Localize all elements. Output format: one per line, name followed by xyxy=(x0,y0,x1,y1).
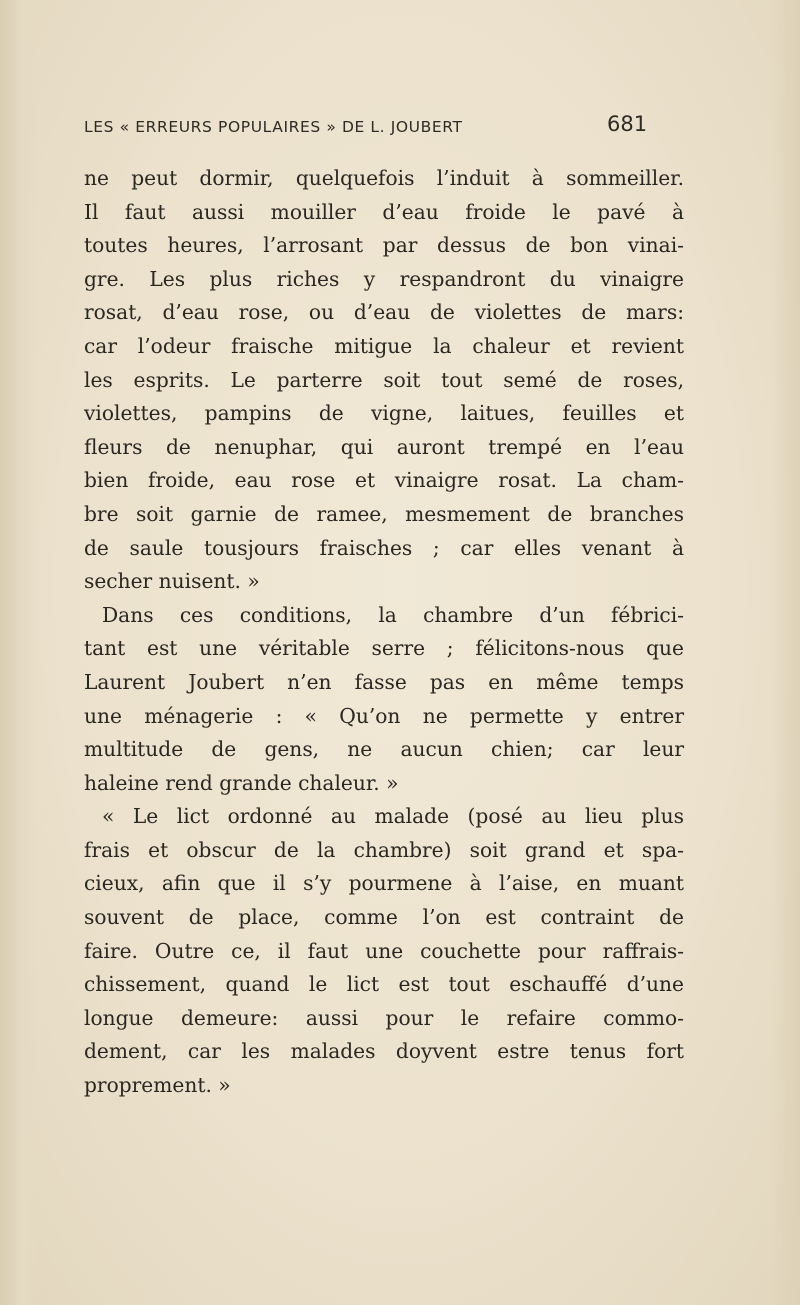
text-line: longue demeure: aussi pour le refaire commo- xyxy=(84,1005,684,1030)
body-text xyxy=(84,162,684,1103)
running-title: LES « ERREURS POPULAIRES » DE L. JOUBERT xyxy=(84,118,463,136)
text-line: bien froide, eau rose et vinaigre rosat. La cham- xyxy=(84,468,684,493)
page-header xyxy=(84,112,684,142)
text-line: secher nuisent. » xyxy=(84,569,260,594)
text-line: faire. Outre ce, il faut une couchette pour raffrais- xyxy=(84,938,684,963)
text-line: Dans ces conditions, la chambre d’un fébrici- xyxy=(102,602,684,627)
text-line: fleurs de nenuphar, qui auront trempé en l’eau xyxy=(84,434,684,459)
text-line: chissement, quand le lict est tout eschauffé d’une xyxy=(84,972,684,997)
text-line: Laurent Joubert n’en fasse pas en même temps xyxy=(84,669,684,694)
text-line: souvent de place, comme l’on est contraint de xyxy=(84,905,684,930)
text-line: proprement. » xyxy=(84,1073,231,1098)
text-line: toutes heures, l’arrosant par dessus de bon vinai- xyxy=(84,233,684,258)
text-line: cieux, afin que il s’y pourmene à l’aise, en muant xyxy=(84,871,684,896)
page-edge-shadow-left xyxy=(0,0,40,1305)
text-line: une ménagerie : « Qu’on ne permette y entrer xyxy=(84,703,684,728)
text-line: bre soit garnie de ramee, mesmement de branches xyxy=(84,501,684,526)
text-line: les esprits. Le parterre soit tout semé de roses, xyxy=(84,367,684,392)
page-edge-shadow-right xyxy=(770,0,800,1305)
text-line: car l’odeur fraische mitigue la chaleur et revient xyxy=(84,333,684,358)
text-line: multitude de gens, ne aucun chien; car leur xyxy=(84,737,684,762)
text-line: rosat, d’eau rose, ou d’eau de violettes de mars: xyxy=(84,300,684,325)
text-line: Il faut aussi mouiller d’eau froide le pavé à xyxy=(84,199,684,224)
text-line: violettes, pampins de vigne, laitues, feuilles et xyxy=(84,401,684,426)
text-line: « Le lict ordonné au malade (posé au lieu plus xyxy=(102,804,684,829)
text-line: gre. Les plus riches y respandront du vinaigre xyxy=(84,266,684,291)
text-line: haleine rend grande chaleur. » xyxy=(84,770,399,795)
text-line: frais et obscur de la chambre) soit grand et spa- xyxy=(84,837,684,862)
text-line: dement, car les malades doyvent estre tenus fort xyxy=(84,1039,684,1064)
text-line: de saule tousjours fraisches ; car elles venant à xyxy=(84,535,684,560)
page-number: 681 xyxy=(607,112,648,136)
text-line: tant est une véritable serre ; félicitons-nous que xyxy=(84,636,684,661)
text-line: ne peut dormir, quelquefois l’induit à sommeiller. xyxy=(84,166,684,190)
